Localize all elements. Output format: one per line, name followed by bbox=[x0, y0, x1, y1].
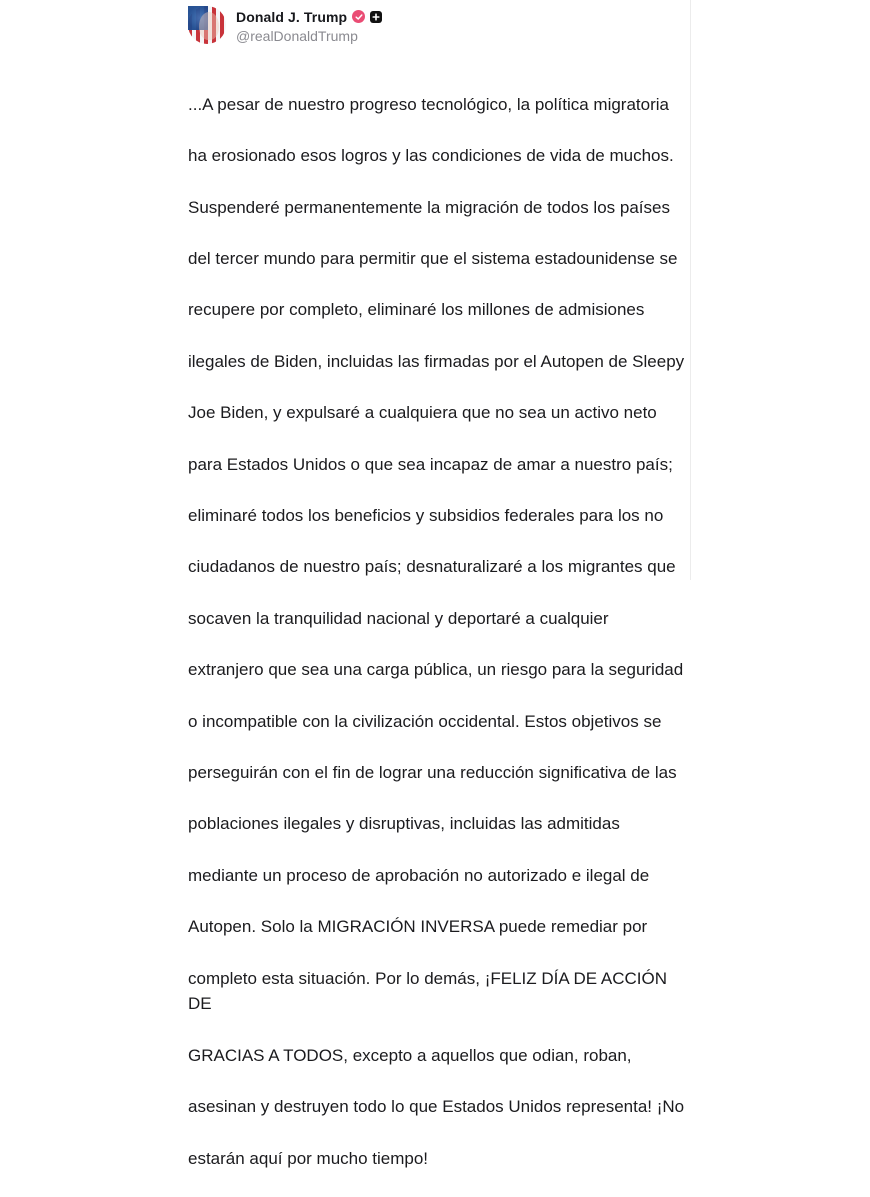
avatar-face bbox=[199, 12, 219, 40]
check-glyph-icon bbox=[355, 13, 363, 21]
plus-glyph-icon bbox=[372, 13, 380, 21]
post-line: o incompatible con la civilización occidental. Estos objetivos se bbox=[188, 711, 662, 731]
post-line: Joe Biden, y expulsaré a cualquiera que no sea un activo neto bbox=[188, 403, 657, 423]
post-line: ciudadanos de nuestro país; desnaturalizaré a los migrantes que bbox=[188, 557, 676, 577]
post-line: asesinan y destruyen todo lo que Estados Unidos representa! ¡No bbox=[188, 1097, 685, 1117]
post-line: eliminaré todos los beneficios y subsidios federales para los no bbox=[188, 505, 664, 525]
name-row bbox=[236, 7, 382, 27]
post-line: ...A pesar de nuestro progreso tecnológico, la política migratoria bbox=[188, 94, 669, 114]
post-line: estarán aquí por mucho tiempo! bbox=[188, 1148, 429, 1168]
post-line: GRACIAS A TODOS, excepto a aquellos que odian, roban, bbox=[188, 1045, 632, 1065]
post-header bbox=[188, 5, 382, 45]
post-line: completo esta situación. Por lo demás, ¡FELIZ DÍA DE ACCIÓN DE bbox=[188, 968, 668, 1014]
post-line: Suspenderé permanentemente la migración de todos los países bbox=[188, 197, 670, 217]
post-line: del tercer mundo para permitir que el sistema estadounidense se bbox=[188, 248, 678, 268]
author-display-name[interactable]: Donald J. Trump bbox=[236, 8, 348, 25]
post-line: recupere por completo, eliminaré los millones de admisiones bbox=[188, 300, 645, 320]
post-line: ilegales de Biden, incluidas las firmadas por el Autopen de Sleepy bbox=[188, 351, 685, 371]
post-line: mediante un proceso de aprobación no autorizado e ilegal de bbox=[188, 865, 650, 885]
post-line: extranjero que sea una carga pública, un riesgo para la seguridad bbox=[188, 660, 684, 680]
author-handle[interactable]: @realDonaldTrump bbox=[236, 27, 358, 44]
post-line: socaven la tranquilidad nacional y deportaré a cualquier bbox=[188, 608, 609, 628]
author-identity bbox=[236, 7, 382, 44]
plus-badge-icon bbox=[370, 11, 382, 23]
avatar[interactable] bbox=[188, 6, 226, 44]
post-line: ha erosionado esos logros y las condiciones de vida de muchos. bbox=[188, 146, 674, 166]
post-body-text bbox=[188, 66, 688, 1197]
post-line: Autopen. Solo la MIGRACIÓN INVERSA puede remediar por bbox=[188, 917, 648, 937]
post-line: para Estados Unidos o que sea incapaz de amar a nuestro país; bbox=[188, 454, 673, 474]
verified-check-icon bbox=[352, 10, 365, 23]
post-line: poblaciones ilegales y disruptivas, incluidas las admitidas bbox=[188, 814, 620, 834]
post-line: perseguirán con el fin de lograr una reducción significativa de las bbox=[188, 762, 677, 782]
